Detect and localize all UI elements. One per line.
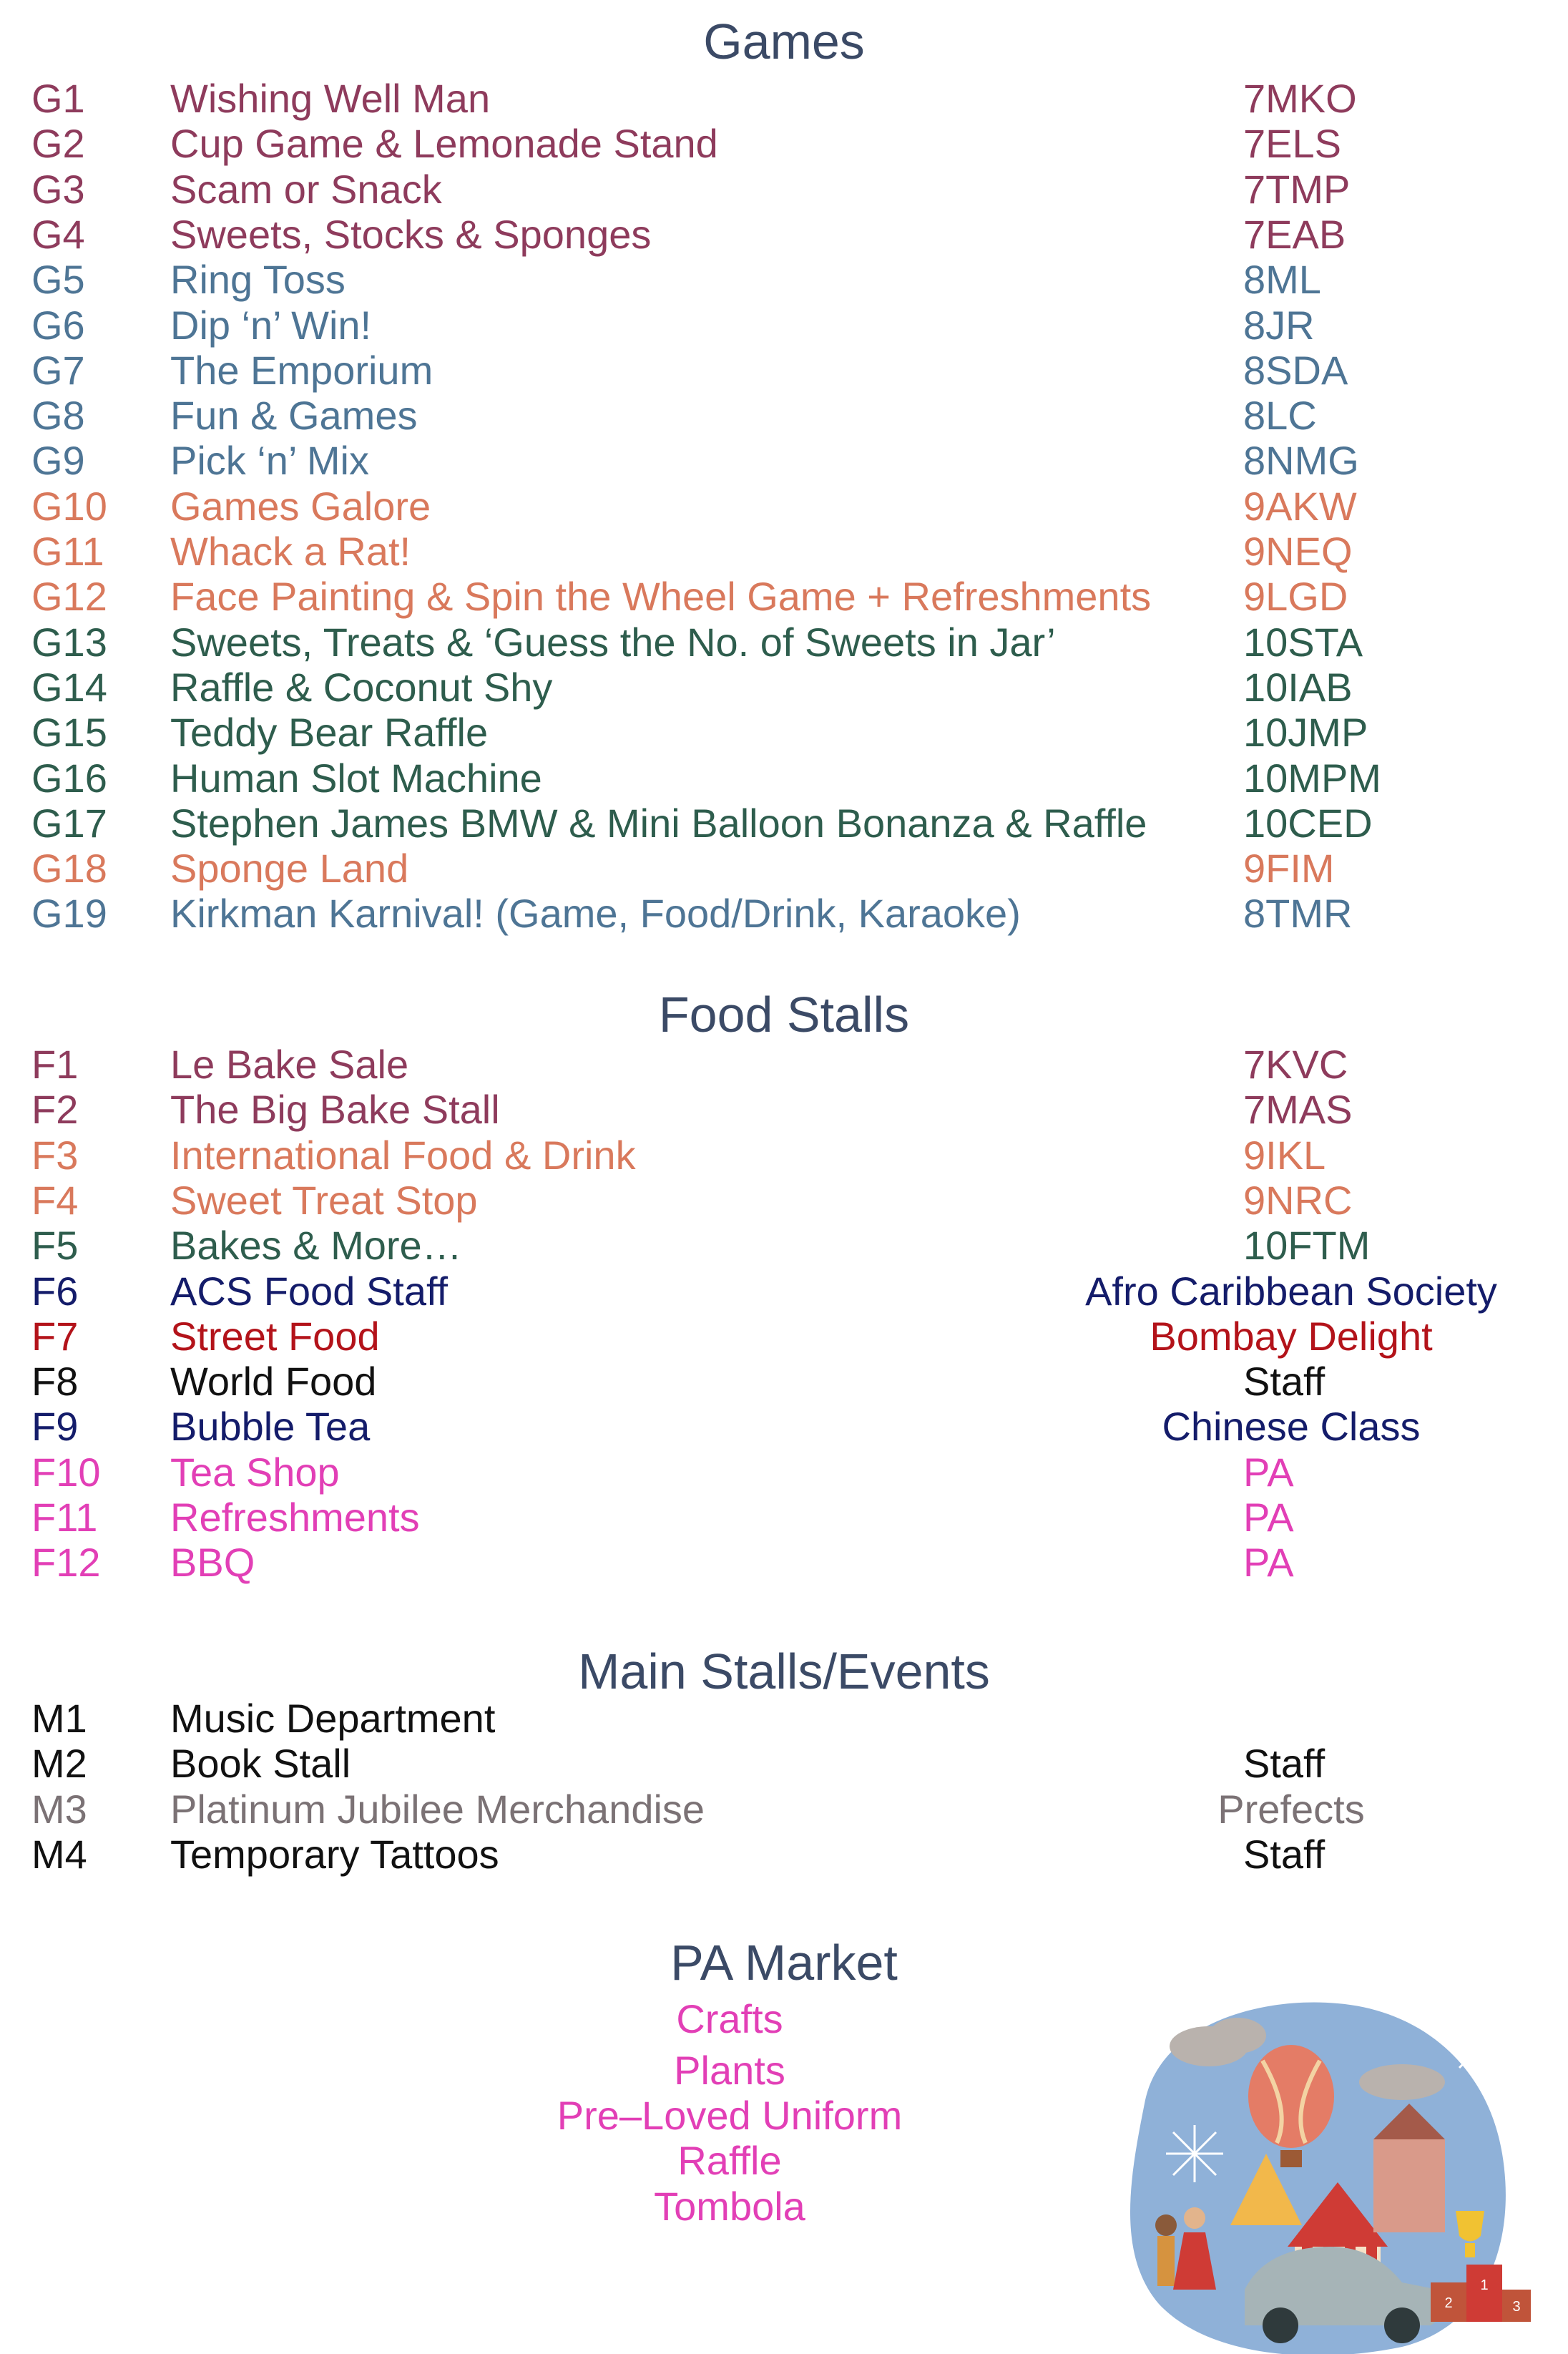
stall-group: 8ML xyxy=(1243,257,1321,303)
list-item xyxy=(0,574,1568,620)
market-item: Plants xyxy=(674,2048,785,2093)
stall-group: Prefects xyxy=(1217,1786,1365,1832)
stall-group: Bombay Delight xyxy=(1150,1313,1433,1359)
stall-code: G5 xyxy=(31,257,85,303)
market-item: Crafts xyxy=(676,1996,783,2041)
list-item xyxy=(0,76,1568,122)
stall-name: Refreshments xyxy=(170,1495,420,1540)
stall-name: Scam or Snack xyxy=(170,166,442,212)
stall-code: F7 xyxy=(31,1313,79,1359)
stall-name: Kirkman Karnival! (Game, Food/Drink, Karaoke) xyxy=(170,891,1021,937)
stall-code: G8 xyxy=(31,393,85,439)
stall-group: 10CED xyxy=(1243,800,1373,846)
stall-group: 10STA xyxy=(1243,619,1363,665)
stall-group: 7ELS xyxy=(1243,121,1341,167)
list-item xyxy=(0,1741,1568,1787)
list-item xyxy=(0,846,1568,892)
stall-code: G13 xyxy=(31,619,107,665)
list-item xyxy=(0,1495,1568,1540)
stall-code: F5 xyxy=(31,1223,79,1269)
main-stalls-heading: Main Stalls/Events xyxy=(578,1644,990,1699)
stall-group: PA xyxy=(1243,1449,1294,1495)
stall-name: Street Food xyxy=(170,1313,380,1359)
stall-code: G3 xyxy=(31,166,85,212)
stall-code: G4 xyxy=(31,211,85,257)
stall-code: F1 xyxy=(31,1042,79,1087)
stall-code: F10 xyxy=(31,1449,101,1495)
stall-name: Bakes & More… xyxy=(170,1223,462,1269)
list-item xyxy=(0,665,1568,710)
stall-group: PA xyxy=(1243,1495,1294,1540)
stall-name: Wishing Well Man xyxy=(170,76,491,121)
stall-code: G6 xyxy=(31,302,85,348)
stall-name: Platinum Jubilee Merchandise xyxy=(170,1786,705,1832)
stall-code: G18 xyxy=(31,846,107,892)
stall-group: 8SDA xyxy=(1243,347,1348,393)
stall-code: F3 xyxy=(31,1132,79,1178)
stall-name: The Emporium xyxy=(170,347,433,393)
stall-group: Staff xyxy=(1243,1741,1326,1787)
list-item xyxy=(0,1696,1568,1742)
list-item xyxy=(0,1042,1568,1088)
list-item xyxy=(0,393,1568,439)
stall-name: Whack a Rat! xyxy=(170,529,411,574)
stall-code: M4 xyxy=(31,1831,87,1877)
stall-name: Sweet Treat Stop xyxy=(170,1177,478,1223)
stall-name: Pick ‘n’ Mix xyxy=(170,438,369,484)
stall-group: Staff xyxy=(1243,1359,1326,1405)
stall-group: Afro Caribbean Society xyxy=(1085,1268,1497,1314)
stall-name: Tea Shop xyxy=(170,1449,340,1495)
stall-name: Raffle & Coconut Shy xyxy=(170,664,553,710)
list-item xyxy=(0,438,1568,484)
stall-code: M3 xyxy=(31,1786,87,1832)
list-item xyxy=(0,484,1568,529)
stall-name: The Big Bake Stall xyxy=(170,1087,500,1133)
market-item: Raffle xyxy=(677,2138,782,2183)
stall-name: BBQ xyxy=(170,1540,255,1586)
stall-group: 9NRC xyxy=(1243,1177,1353,1223)
list-item xyxy=(0,1314,1568,1359)
stall-name: World Food xyxy=(170,1359,377,1405)
list-item xyxy=(0,1133,1568,1178)
list-item xyxy=(0,303,1568,348)
list-item xyxy=(0,1223,1568,1269)
food-stalls-heading: Food Stalls xyxy=(658,987,910,1042)
stall-name: Games Galore xyxy=(170,483,431,529)
stall-name: Cup Game & Lemonade Stand xyxy=(170,121,718,167)
stall-code: G7 xyxy=(31,347,85,393)
stall-code: F9 xyxy=(31,1404,79,1450)
stall-name: Sponge Land xyxy=(170,846,409,892)
stall-group: 10JMP xyxy=(1243,710,1368,756)
list-item xyxy=(0,167,1568,213)
list-item xyxy=(0,620,1568,665)
list-item xyxy=(0,348,1568,394)
stall-code: F8 xyxy=(31,1359,79,1405)
podium-label-1: 1 xyxy=(1480,2277,1489,2293)
list-item xyxy=(0,1404,1568,1450)
list-item xyxy=(0,801,1568,846)
list-item xyxy=(0,1450,1568,1495)
stall-code: G15 xyxy=(31,710,107,756)
stall-name: Fun & Games xyxy=(170,393,418,439)
stall-code: F6 xyxy=(31,1268,79,1314)
stall-name: Music Department xyxy=(170,1696,496,1741)
stall-code: G19 xyxy=(31,891,107,937)
list-item xyxy=(0,529,1568,575)
list-item xyxy=(0,257,1568,303)
stall-code: G16 xyxy=(31,755,107,801)
list-item xyxy=(0,1269,1568,1314)
stall-code: G11 xyxy=(31,529,104,574)
stall-name: Book Stall xyxy=(170,1741,351,1787)
stall-name: International Food & Drink xyxy=(170,1132,636,1178)
stall-code: F4 xyxy=(31,1177,79,1223)
stall-group: 10IAB xyxy=(1243,664,1353,710)
fair-illustration-icon xyxy=(1102,1989,1531,2354)
stall-group: 7EAB xyxy=(1243,211,1346,257)
stall-code: G1 xyxy=(31,76,85,121)
stall-code: G10 xyxy=(31,483,107,529)
stall-code: F11 xyxy=(31,1495,98,1540)
stall-name: Dip ‘n’ Win! xyxy=(170,302,372,348)
stall-name: ACS Food Staff xyxy=(170,1268,449,1314)
stall-code: F2 xyxy=(31,1087,79,1133)
pa-market-heading: PA Market xyxy=(670,1935,898,1991)
stall-group: 9NEQ xyxy=(1243,529,1353,574)
stall-group: 10FTM xyxy=(1243,1223,1371,1269)
stall-group: PA xyxy=(1243,1540,1294,1586)
stall-name: Human Slot Machine xyxy=(170,755,542,801)
stall-name: Le Bake Sale xyxy=(170,1042,409,1087)
stall-group: 9LGD xyxy=(1243,574,1348,620)
games-heading: Games xyxy=(703,14,865,69)
stall-name: Stephen James BMW & Mini Balloon Bonanza & Raffle xyxy=(170,800,1147,846)
list-item xyxy=(0,891,1568,937)
market-item: Pre–Loved Uniform xyxy=(557,2093,903,2138)
podium-label-2: 2 xyxy=(1444,2295,1453,2311)
stall-group: 8NMG xyxy=(1243,438,1359,484)
stall-group: Chinese Class xyxy=(1162,1404,1421,1450)
list-item xyxy=(0,1832,1568,1877)
stall-name: Bubble Tea xyxy=(170,1404,371,1450)
list-item xyxy=(0,1787,1568,1832)
stall-code: G14 xyxy=(31,664,107,710)
stall-group: 8LC xyxy=(1243,393,1317,439)
stall-name: Face Painting & Spin the Wheel Game + Refreshments xyxy=(170,574,1152,620)
stall-group: 9FIM xyxy=(1243,846,1335,892)
stall-name: Sweets, Treats & ‘Guess the No. of Sweets in Jar’ xyxy=(170,619,1056,665)
stall-code: G12 xyxy=(31,574,107,620)
stall-group: Staff xyxy=(1243,1831,1326,1877)
stall-group: 7TMP xyxy=(1243,166,1351,212)
stall-code: M1 xyxy=(31,1696,87,1741)
stall-code: G17 xyxy=(31,800,107,846)
stall-code: M2 xyxy=(31,1741,87,1787)
list-item xyxy=(0,756,1568,801)
stall-group: 10MPM xyxy=(1243,755,1381,801)
stall-group: 8JR xyxy=(1243,302,1315,348)
stall-code: G9 xyxy=(31,438,85,484)
stall-group: 8TMR xyxy=(1243,891,1353,937)
list-item xyxy=(0,710,1568,756)
stall-code: F12 xyxy=(31,1540,101,1586)
stall-group: 7MAS xyxy=(1243,1087,1353,1133)
list-item xyxy=(0,1359,1568,1405)
podium-label-3: 3 xyxy=(1512,2299,1521,2315)
stall-name: Sweets, Stocks & Sponges xyxy=(170,211,652,257)
stall-group: 7KVC xyxy=(1243,1042,1348,1087)
list-item xyxy=(0,1178,1568,1224)
market-item: Tombola xyxy=(654,2184,805,2229)
stall-code: G2 xyxy=(31,121,85,167)
stall-group: 9AKW xyxy=(1243,483,1357,529)
stall-name: Temporary Tattoos xyxy=(170,1831,499,1877)
stall-group: 9IKL xyxy=(1243,1132,1326,1178)
stall-name: Ring Toss xyxy=(170,257,346,303)
list-item xyxy=(0,1087,1568,1133)
list-item xyxy=(0,121,1568,167)
list-item xyxy=(0,1540,1568,1586)
list-item xyxy=(0,212,1568,258)
stall-name: Teddy Bear Raffle xyxy=(170,710,489,756)
stall-group: 7MKO xyxy=(1243,76,1357,121)
